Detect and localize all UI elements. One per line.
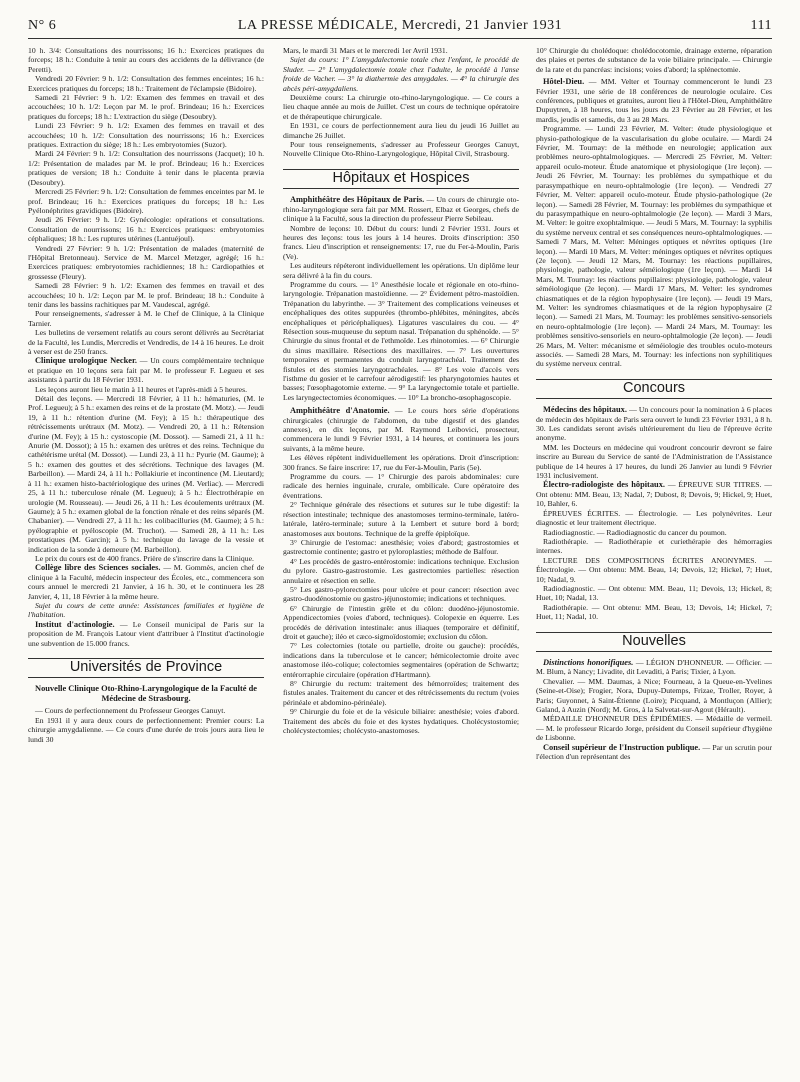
paragraph: LECTURE DES COMPOSITIONS ÉCRITES ANONYMES. — Électrologie. — Ont obtenu: MM. Beau, 14; Devois, 12; Hickel, 7; Huet, 10; Nadal, 9. bbox=[536, 555, 772, 584]
article-text: — Un concours pour la nomination à 6 places de médecin des hôpitaux de Paris sera ouvert le lundi 23 Février 1931, à 8 h. 30. Les candidats seront avisés ultérieurement du lieu de l'épreuve écrite anonyme. bbox=[536, 405, 772, 443]
paragraph: Les auditeurs répéteront individuellement les opérations. Un diplôme leur sera délivré à la fin du cours. bbox=[283, 261, 519, 280]
paragraph: 10 h. 3/4: Consultations des nourrissons; 16 h.: Exercices pratiques du forceps; 18 h.: Conduite à tenir au cours des accidents de la délivrance (de Peretti). bbox=[28, 46, 264, 74]
article-text: — M. Gommès, ancien chef de clinique à la Faculté, médecin inspecteur des Écoles, etc., commencera son cours annuel le mercredi 21 Janvier, à 16 h. 30, et le continuera les 28 Janvier, 4, 11, 18 Février à la même heure. bbox=[28, 563, 264, 601]
paragraph: Radiodiagnostic. — Radiodiagnostic du cancer du poumon. bbox=[543, 527, 727, 537]
page-number: 111 bbox=[750, 18, 772, 33]
article-title: Électro-radiologiste des hôpitaux. bbox=[543, 480, 665, 490]
article bbox=[28, 620, 264, 648]
paragraph: 2° Technique générale des résections et sutures sur le tube digestif: la résection intestinale; technique des anastomoses termino-terminale, latéro-latérale, latéro-terminale; suture à la Lembert et suture bord à bord; anastomoses aux boutons. Technique de la greffe épiploïque. bbox=[283, 500, 519, 538]
paragraph: MM. les Docteurs en médecine qui voudront concourir devront se faire inscrire au Bureau du Service de santé de l'Administration de l'Assistance publique de 14 heures à 17 heures, du lundi 26 Janvier au lundi 9 Février 1931 inclusivement. bbox=[536, 442, 772, 481]
article-text: — Par un scrutin pour l'élection d'un représentant des bbox=[536, 742, 772, 762]
article bbox=[536, 77, 772, 124]
article bbox=[536, 480, 772, 508]
paragraph: 4° Les procédés de gastro-entérostomie: indications technique. Exclusion du pylore. Gastro-gastrostomie. Les gastrectomies partielles: résection annulaire et résection en selle. bbox=[283, 556, 519, 585]
paragraph: Samedi 28 Février: 9 h. 1/2: Examen des femmes en travail et des accouchées; 10 h. 1/2: Leçon par M. le prof. Brindeau; 18 h.: Conduite à tenir dans les bassins rachitiques par M. Vaudescal, agrégé. bbox=[28, 281, 264, 309]
paragraph: MÉDAILLE D'HONNEUR DES ÉPIDÉMIES. — Médaille de vermeil. — M. le professeur Ricardo Jorge, président du Conseil supérieur d'hygiène de Lisbonne. bbox=[536, 714, 772, 743]
article-text: — Un cours de chirurgie oto-rhino-laryngologique sera fait par MM. Rossert, Elbaz et Georges, chefs de clinique à la Faculté, sous la direction du professeur Pierre Sebileau. bbox=[283, 195, 519, 224]
paragraph: 8° Chirurgie du rectum: traitement des hémorroïdes; traitement des fistules anales. Traitement du cancer et des rétrécissements du rectum (voies périnéale et abdomino-périnéale). bbox=[283, 679, 519, 707]
article-title: Amphithéâtre des Hôpitaux de Paris. bbox=[290, 195, 425, 205]
paragraph: Pour tous renseignements, s'adresser au Professeur Georges Canuyt, Nouvelle Clinique Oto-Rhino-Laryngologique, Hôpital Civil, Strasbourg. bbox=[283, 140, 519, 159]
paragraph: En 1931 il y aura deux cours de perfectionnement: Premier cours: La chirurgie amygdalienne. — Ce cours d'une durée de trois jours aura lieu le lundi 30 bbox=[28, 715, 264, 744]
paragraph: Le prix du cours est de 400 francs. Prière de s'inscrire dans la Clinique. bbox=[35, 553, 254, 563]
paragraph: Radiodiagnostic. — Ont obtenu: MM. Beau, 11; Devois, 13; Hickel, 8; Huet, 10; Nadal, 13. bbox=[536, 583, 772, 603]
paragraph: Mars, le mardi 31 Mars et le mercredi 1er Avril 1931. bbox=[283, 46, 448, 55]
journal-title: LA PRESSE MÉDICALE, Mercredi, 21 Janvier 1931 bbox=[237, 18, 563, 33]
paragraph: Nombre de leçons: 10. Début du cours: lundi 2 Février 1931. Jours et heures des leçons: tous les jours à 14 heures. Droits d'inscription: 350 francs. Lieu d'inscription et renseignements: 17, rue du Fer-à-Moulin, Paris (Ve). bbox=[283, 223, 519, 261]
article bbox=[283, 406, 519, 453]
column-3 bbox=[536, 46, 772, 1076]
paragraph: En 1931, ce cours de perfectionnement aura lieu du jeudi 16 Juillet au dimanche 26 Juillet. bbox=[283, 121, 519, 140]
paragraph: Sujet du cours: 1° L'amygdalectomie totale chez l'enfant, le procédé de Sluder. — 2° L'amygdalectomie totale chez l'adulte, le procédé à l'anse froide de Vacher. — 3° la diathermie des amygdales. — 4° la chirurgie des abcès péri-amygdaliens. bbox=[283, 55, 519, 93]
article-title: Conseil supérieur de l'Instruction publique. bbox=[543, 742, 701, 752]
paragraph: — Cours de perfectionnement du Professeur Georges Canuyt. bbox=[35, 706, 226, 716]
article-text: — ÉPREUVE SUR TITRES. — Ont obtenu: MM. Beau, 13; Nadal, 7; Dubost, 8; Devois, 9; Hickel, 9; Huet, 10, Bahler, 6. bbox=[536, 480, 772, 509]
issue-number: N° 6 bbox=[28, 18, 57, 33]
section-heading-concours: Concours bbox=[536, 379, 772, 399]
paragraph: Détail des leçons. — Mercredi 18 Février, à 11 h.: hématuries, (M. le Prof. Legueu); à 5 h.: examen des reins et de la prostate (M. Motz). — Jeudi 19, à 11 h.: rétention d'urine (M. Fey); à 15 h.: thérapeutique des rétrécissements urétraux (M. Motz). — Vendredi 20, à 11 h.: Rétension d'urine (M. Fey); à 15 h.: cystoscopie (M. Dossot). — Samedi 21, à 11 h.: Anurie (M. Dossot); à 15 h.: examen des urètres et des reins. Technique du cathétérisme urétal (M. Dossot). — Lundi 23, à 11 h.: Pyurie (M. Gaume); à 5 h.: examen des gouttes et des sécrétions. Technique des lavages (M. Barbeillon). — Mardi 24, à 11 h.: Pollakiurie et incontinence (M. Lieutard); à 11 h.: examen histo-bactériologique des urines (M. Verliac). — Mercredi 25, à 11 h.: tuberculose rénale (M. Legueu); à 5 h.: Électrothérapie en urologie (M. Rousseau). — Jeudi 26, à 11 h.: Les écoulements urétraux (M. Gaume); à 5 h.: examen global de la fonction rénale et des reins séparés (M. Chabanier). — Vendredi 27, à 11 h.: les colibacilluries (M. Gaume); à 5 h.: pyélographie et pyéloscopie (M. Truchot). — Samedi 28, à 11 h.: Les prostatiques (M. Garcin); à 5 h.: technique du lavage de la vessie et indication de la sonde à demeure (M. Barbeillon). bbox=[28, 394, 264, 554]
paragraph: 6° Chirurgie de l'intestin grêle et du côlon: duodéno-jéjunostomie. Appendicectomies (voies d'abord, techniques). Colopexie en équerre. Les procédés de dérivation intestinale: anus iliaques (temporaire et définitif, droit et gauche); iléo et cæco-sigmoïdostomie; exclusion du côlon. bbox=[283, 603, 519, 641]
paragraph: Les élèves répètent individuellement les opérations. Droit d'inscription: 300 francs. Se faire inscrire: 17, rue du Fer-à-Moulin, Paris (5e). bbox=[283, 453, 519, 472]
paragraph: Pour renseignements, s'adresser à M. le Chef de Clinique, à la Clinique Tarnier. bbox=[28, 309, 264, 328]
article bbox=[536, 658, 772, 677]
article-title: Nouvelle Clinique Oto-Rhino-Laryngologique de la Faculté de Médecine de Strasbourg. bbox=[35, 684, 257, 704]
paragraph: Vendredi 20 Février: 9 h. 1/2: Consultation des femmes enceintes; 16 h.: Exercices pratiques du forceps; 18 h.: Traitement de l'éclampsie (Bidoire). bbox=[28, 74, 264, 93]
paragraph: Sujet du cours de cette année: Assistances familiales et hygiène de l'habitation. bbox=[28, 600, 264, 620]
paragraph: Radiothérapie. — Ont obtenu: MM. Beau, 13; Devois, 14; Hickel, 7; Huet, 11; Nadal, 10. bbox=[536, 602, 772, 622]
paragraph: Jeudi 26 Février: 9 h. 1/2: Gynécologie: opérations et consultations. Consultation de nourrissons; 16 h.: Exercices pratiques: embryotomies céphaliques; 18 h.: Les ruptures utérines (Lantuéjoul). bbox=[28, 215, 264, 244]
article-title: Amphithéâtre d'Anatomie. bbox=[290, 406, 390, 416]
article-title: Distinctions honorifiques. bbox=[543, 657, 634, 667]
paragraph: Chevalier. — MM. Daumas, à Nice; Fourneau, à la Queue-en-Yvelines (Seine-et-Oise); Frogier, Nora, Dupuy-Dutemps, Frizae, Troller, Royer, à Paris; Guyonnet, à Saint-Étienne (Loire); Picquand, à Montluçon (Allier); Galand, à Auzin (Nord); M. Gros, à la Salvetat-sur-Agout (Hérault). bbox=[536, 676, 772, 714]
paragraph: Les leçons auront lieu le matin à 11 heures et l'après-midi à 5 heures. bbox=[35, 384, 248, 394]
column-1 bbox=[28, 46, 264, 1076]
article-title: Collège libre des Sciences sociales. bbox=[35, 563, 161, 573]
article-title: Hôtel-Dieu. bbox=[543, 77, 585, 87]
section-heading-hopitaux: Hôpitaux et Hospices bbox=[283, 169, 519, 189]
article bbox=[536, 743, 772, 762]
paragraph: 9° Chirurgie du foie et de la vésicule biliaire: anesthésie; voies d'abord. Traitement des abcès du foie et des kystes hydatiques. Cholécystostomie; cholécystectomies; cholécysto-anastomoses. bbox=[283, 707, 519, 736]
article bbox=[28, 356, 264, 384]
paragraph: Programme du cours. — 1° Chirurgie des parois abdominales: cure radicale des hernies inguinale, crurale, ombilicale. Cure opératoire des éventrations. bbox=[283, 472, 519, 500]
paragraph: Mardi 24 Février: 9 h. 1/2: Consultation des nourrissons (Jacquet); 10 h. 1/2: Présentation de malades par M. le prof. Brindeau; 16 h.: Exercices pratiques de version; 18 h.: Conduite à tenir dans le placenta prævia (Desoubry). bbox=[28, 149, 264, 187]
article-text: — LÉGION D'HONNEUR. — Officier. — M. Blum, à Nancy; Livadite, dit Levaditi, à Paris; Tixier, à Lyon. bbox=[536, 657, 772, 677]
paragraph: Programme. — Lundi 23 Février, M. Velter: étude physiologique et physio-pathologique de la vascularisation du globe oculaire. — Mardi 24 Février, M. Tournay: de la méthode en neurologie; application aux problèmes neuro-ophtalmologiques. — Mercredi 25 Février, M. Velter: appareil oculo-moteur. Étude anatomique et physiologique (1re leçon). — Jeudi 26 Février, M. Tournay: les problèmes du sympathique et du parasympathique en neuro-ophtalmologie (1re leçon). — Vendredi 27 Février, M. Velter: appareil oculo-moteur. Étude physio-pathologique (2e leçon). — Samedi 28 Février, M. Tournay: les problèmes du sympathique et du parasympathique en neuro-ophtalmologie (2e leçon). — Mardi 3 Mars, M. Velter: le goitre exophtalmique. — Jeudi 5 Mars, M. Tournay: la syphilis du système nerveux central et ses conséquences neuro-ophtalmologiques. — Samedi 7 Mars, M. Velter: Méninges optiques et névrites optiques (1re leçon). — Mardi 10 Mars, M. Velter: méninges optiques et névrites optiques (2e leçon). — Jeudi 12 Mars, M. Tournay: les réactions pupillaires, physiologie, pathologie, valeur séméiologique (1re leçon). — Mardi 14 Mars, M. Tournay: les réactions pupillaires: physiologie, pathologie, valeur séméiologique (2e leçon). — Mardi 17 Mars, M. Velter: les syndromes chiasmatiques et de la région hypophysaire (1re leçon). — Jeudi 19 Mars, M. Velter: les syndromes chiasmatiques et de la région hypophysaire (2 leçon). — Samedi 21 Mars, M. Tournay: les problèmes sensitivo-sensoriels en neuro-ophtalmologie (1re leçon). — Mardi 24 Mars, M. Tournay: les problèmes sensitivo-sensoriels en neuro-ophtalmologie (2e leçon). — Jeudi 26 Mars, M. Velter: mécanisme et séméiologie des troubles oculo-moteurs associés. — Samedi 28 Mars, M. Tournay: les infections non syphilitiques du système nerveux central. bbox=[536, 124, 772, 369]
paragraph: Mercredi 25 Février: 9 h. 1/2: Consultation de femmes enceintes par M. le prof. Brindeau; 16 h.: Exercices pratiques du forceps; 18 h.: Les Pyélonéphrites gravidiques (Bidoire). bbox=[28, 187, 264, 215]
paragraph: Programme du cours. — 1° Anesthésie locale et régionale en oto-rhino-laryngologie. Trépanation mastoïdienne. — 2° Évidement pétro-mastoïdien. Trépanation du labyrinthe. — 3° Traitement des complications veineuses et encéphaliques des otites suppurées (thrombo-phlébites, méningites, abcès encéphaliques et péricéphaliques). Ligatures vasculaires du cou. — 4° Résection sous-muqueuse du septum nasal. Trépanation du sphénoïde. — 5° Chirurgie du sinus frontal et de l'ethmoïde. Les rhinotomies. — 6° Chirurgie du sinus maxillaire. Résections des maxillaires. — 7° Les ouvertures temporaires et permanentes du conduit laryngotrachéal. Traitement des fistules et des stomies laryngotrachéales. — 8° Les voie d'accès vers l'isthme du gosier et le carrefour aérodigestif: les pharyngotomies hautes et basses; l'œsophagotomie externe. — 9° La laryngectomie totale et partielle. Les laryngectectomies économiques. — 10° La broncho-œsophagoscopie. bbox=[283, 279, 519, 402]
paragraph: Radiothérapie. — Radiothérapie et curiethérapie des hémorragies internes. bbox=[536, 536, 772, 556]
paragraph: Samedi 21 Février: 9 h. 1/2: Examen des femmes en travail et des accouchées; 10 h. 1/2: Leçon par M. le prof. Brindeau; 16 h.: Exercices pratiques du forceps; 18 h.: L'extraction du siège (Desoubry). bbox=[28, 93, 264, 121]
article-text: — MM. Velter et Tournay commenceront le lundi 23 Février 1931, une série de 18 conférences de neurologie oculaire. Ces conférences, publiques et gratuites, auront lieu à l'Hôtel-Dieu, Amphithéâtre Dupuytren, à 18 heures, tous les jours du 23 Février au 28 Février, et les mardis, jeudis et samedis, du 3 au 28 Mars. bbox=[536, 77, 772, 124]
paragraph: Les bulletins de versement relatifs au cours seront délivrés au Secrétariat de la Faculté, les Lundis, Mercredis et Vendredis, de 14 à 16 heures. Le droit à verser est de 250 francs. bbox=[28, 328, 264, 356]
paragraph: Lundi 23 Février: 9 h. 1/2: Examen des femmes en travail et des accouchées; 10 h. 1/2: Consultation des nourrissons; 16 h.: Exercices pratiques. Extraction du siège; 18 h.: Les embryotomies (Suzor). bbox=[28, 121, 264, 150]
article bbox=[28, 563, 264, 601]
article-text: — Le Conseil municipal de Paris sur la proposition de M. François Latour vient d'attribuer à l'Institut d'actinologie une subvention de 15.000 francs. bbox=[28, 619, 264, 648]
paragraph: 5° Les gastro-pylorectomies pour ulcère et pour cancer: résection avec gastro-duodénostomie ou gastro-jéjunostomie; indications et techniques. bbox=[283, 584, 519, 604]
article-title: Médecins des hôpitaux. bbox=[543, 405, 627, 415]
paragraph: 7° Les colectomies (totale ou partielle, droite ou gauche): procédés, indications dans la tuberculose et le cancer; hémicolectomie droite avec anastomose iléo-colique; colectomies segmentaires (opération de Schwartz; entérorraphie circulaire (opération d'Hartmann). bbox=[283, 641, 519, 679]
paragraph: ÉPREUVES ÉCRITES. — Électrologie. — Les polynévrites. Leur diagnostic et leur traitement électrique. bbox=[536, 508, 772, 528]
paragraph: Deuxième cours: La chirurgie oto-rhino-laryngologique. — Ce cours a lieu chaque année au mois de Juillet. C'est un cours de technique opératoire et de thérapeutique chirurgicale. bbox=[283, 93, 519, 121]
article bbox=[283, 195, 519, 223]
page-header bbox=[28, 16, 772, 39]
section-heading-nouvelles: Nouvelles bbox=[536, 632, 772, 652]
article-title: Clinique urologique Necker. bbox=[35, 356, 137, 366]
article-title: Institut d'actinologie. bbox=[35, 619, 115, 629]
paragraph: Vendredi 27 Février: 9 h. 1/2: Présentation de malades (maternité de l'Hôpital Bretonneau). Service de M. Marcel Metzger, agrégé; 16 h.: Exercices pratiques: embryotomies rachidiennes; 18 h.: Cardiopathies et grossesse (Fleury). bbox=[28, 243, 264, 281]
column-2 bbox=[283, 46, 519, 1076]
article-text: — Le cours hors série d'opérations chirurgicales (chirurgie de l'abdomen, du tube digestif et des glandes annexes), en dix leçons, par M. Raymond Leibovici, prosecteur, commencera le lundi 9 Février 1931, à 14 heures, et continuera les jours suivants, à la même heure. bbox=[283, 406, 519, 453]
paragraph: 10° Chirurgie du cholédoque: cholédocotomie, drainage externe, réparation des plaies et pertes de substance de la voie biliaire principale. — Chirurgie de la rate et du pancréas: incisions; voies d'abord; la splénectomie. bbox=[536, 46, 772, 74]
paragraph: 3° Chirurgie de l'estomac: anesthésie; voies d'abord; gastrostomies et gastrectomie continente; gastro et pyloroplasties; méthode de Balfour. bbox=[283, 537, 519, 557]
section-heading-universites: Universités de Province bbox=[28, 658, 264, 678]
article bbox=[536, 405, 772, 443]
article-text: — Un cours complémentaire technique et pratique en 10 leçons sera fait par M. le professeur F. Legueu et ses assistants à partir du 18 Février 1931. bbox=[28, 356, 264, 385]
